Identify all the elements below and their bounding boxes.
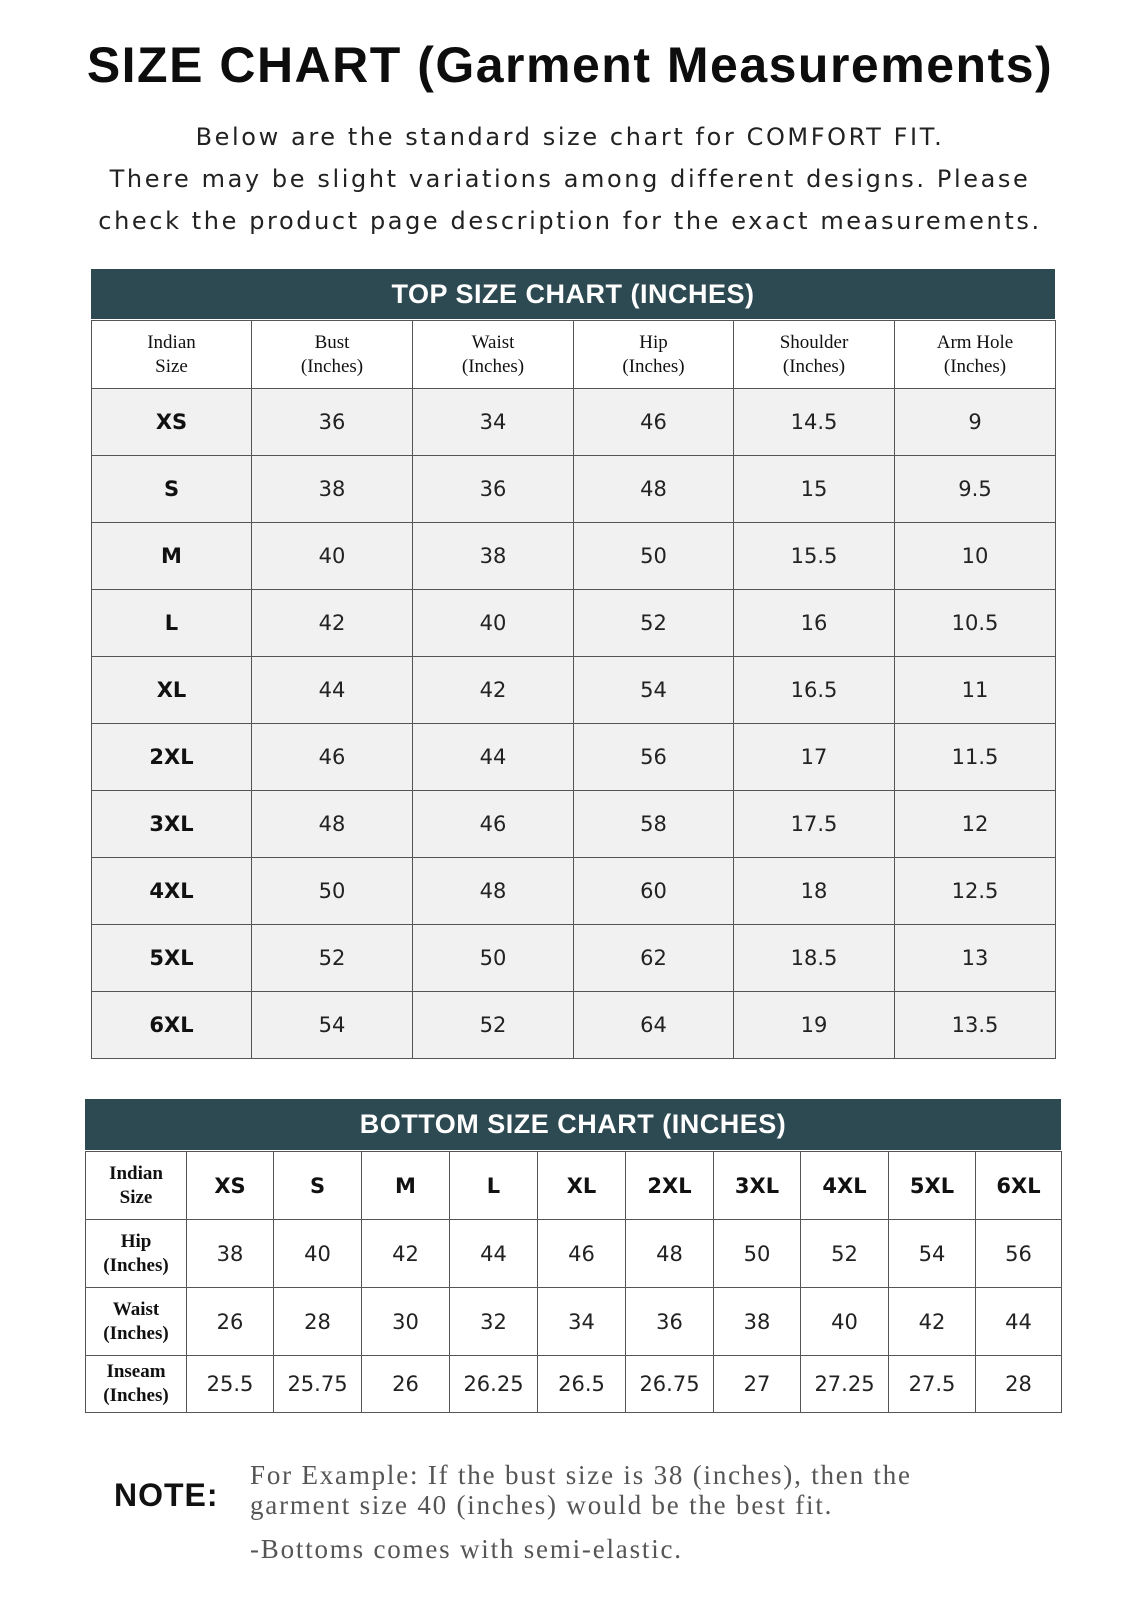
- size-cell: XL: [92, 657, 252, 724]
- measurement-cell: 44: [252, 657, 413, 724]
- size-cell: 3XL: [714, 1152, 801, 1220]
- measurement-cell: 16: [734, 590, 895, 657]
- measurement-cell: 11.5: [895, 724, 1056, 791]
- measurement-cell: 36: [626, 1288, 714, 1356]
- measurement-cell: 60: [574, 858, 734, 925]
- measurement-cell: 38: [413, 523, 574, 590]
- measurement-cell: 30: [362, 1288, 450, 1356]
- measurement-cell: 46: [413, 791, 574, 858]
- size-cell: 2XL: [626, 1152, 714, 1220]
- measurement-cell: 50: [714, 1220, 801, 1288]
- bottom-size-chart-title: BOTTOM SIZE CHART (INCHES): [85, 1099, 1061, 1150]
- measurement-cell: 34: [538, 1288, 626, 1356]
- measurement-cell: 54: [574, 657, 734, 724]
- header-line: Inseam: [106, 1361, 166, 1382]
- measurement-cell: 27.5: [889, 1356, 976, 1413]
- top-size-chart-table: [91, 320, 1056, 1059]
- size-cell: 4XL: [92, 858, 252, 925]
- header-line: Hip: [639, 331, 668, 353]
- header-line: (Inches): [461, 355, 525, 377]
- measurement-cell: 40: [252, 523, 413, 590]
- measurement-cell: 48: [413, 858, 574, 925]
- note-line-3: -Bottoms comes with semi-elastic.: [250, 1534, 683, 1564]
- measurement-cell: 52: [413, 992, 574, 1059]
- measurement-cell: 10: [895, 523, 1056, 590]
- measurement-cell: 52: [801, 1220, 889, 1288]
- header-line: Shoulder: [779, 331, 849, 353]
- header-line: (Inches): [622, 355, 685, 377]
- table-row: [92, 858, 1056, 925]
- table-row: [92, 523, 1056, 590]
- measurement-cell: 42: [362, 1220, 450, 1288]
- table-row: [92, 992, 1056, 1059]
- header-line: (Inches): [300, 355, 364, 377]
- intro-text: [0, 116, 1140, 242]
- measurement-cell: 26.25: [450, 1356, 538, 1413]
- header-line: (Inches): [782, 355, 846, 377]
- size-cell: M: [92, 523, 252, 590]
- measurement-cell: 48: [574, 456, 734, 523]
- measurement-cell: 48: [252, 791, 413, 858]
- measurement-cell: 34: [413, 389, 574, 456]
- size-cell: L: [450, 1152, 538, 1220]
- measurement-cell: 44: [450, 1220, 538, 1288]
- measurement-cell: 40: [413, 590, 574, 657]
- header-line: Indian: [147, 331, 196, 353]
- measurement-cell: 38: [714, 1288, 801, 1356]
- table-header-row: [86, 1152, 1062, 1220]
- table-row: [92, 791, 1056, 858]
- intro-line-3: check the product page description for the exact measurements.: [98, 207, 1042, 235]
- measurement-cell: 27: [714, 1356, 801, 1413]
- note-line-2: garment size 40 (inches) would be the best fit.: [250, 1490, 834, 1520]
- measurement-cell: 12: [895, 791, 1056, 858]
- column-header: [413, 321, 574, 389]
- measurement-cell: 64: [574, 992, 734, 1059]
- measurement-cell: 36: [413, 456, 574, 523]
- row-header: [86, 1356, 187, 1413]
- measurement-cell: 25.5: [187, 1356, 274, 1413]
- measurement-cell: 50: [252, 858, 413, 925]
- header-line: Hip: [120, 1230, 152, 1252]
- table-row: [92, 925, 1056, 992]
- intro-line-2: There may be slight variations among different designs. Please: [109, 165, 1031, 193]
- measurement-cell: 38: [252, 456, 413, 523]
- measurement-cell: 11: [895, 657, 1056, 724]
- size-cell: S: [92, 456, 252, 523]
- column-header: [574, 321, 734, 389]
- measurement-cell: 46: [252, 724, 413, 791]
- measurement-cell: 18: [734, 858, 895, 925]
- measurement-cell: 52: [574, 590, 734, 657]
- header-line: Arm Hole: [936, 331, 1014, 353]
- size-cell: 2XL: [92, 724, 252, 791]
- measurement-cell: 52: [252, 925, 413, 992]
- size-cell: 3XL: [92, 791, 252, 858]
- measurement-cell: 42: [889, 1288, 976, 1356]
- size-cell: XS: [92, 389, 252, 456]
- note-label: NOTE:: [114, 1477, 219, 1513]
- header-line: Size: [119, 1186, 153, 1208]
- measurement-cell: 13: [895, 925, 1056, 992]
- table-row: [86, 1356, 1062, 1413]
- measurement-cell: 14.5: [734, 389, 895, 456]
- measurement-cell: 15: [734, 456, 895, 523]
- measurement-cell: 26: [362, 1356, 450, 1413]
- header-line: (Inches): [103, 1322, 169, 1344]
- size-cell: XS: [187, 1152, 274, 1220]
- top-size-chart-title: TOP SIZE CHART (INCHES): [91, 269, 1055, 319]
- measurement-cell: 38: [187, 1220, 274, 1288]
- size-cell: 6XL: [92, 992, 252, 1059]
- row-header: [86, 1288, 187, 1356]
- size-cell: 4XL: [801, 1152, 889, 1220]
- size-cell: M: [362, 1152, 450, 1220]
- measurement-cell: 17: [734, 724, 895, 791]
- column-header: [895, 321, 1056, 389]
- row-header: [86, 1220, 187, 1288]
- measurement-cell: 19: [734, 992, 895, 1059]
- measurement-cell: 25.75: [274, 1356, 362, 1413]
- size-cell: 5XL: [889, 1152, 976, 1220]
- measurement-cell: 17.5: [734, 791, 895, 858]
- measurement-cell: 58: [574, 791, 734, 858]
- measurement-cell: 26: [187, 1288, 274, 1356]
- measurement-cell: 9.5: [895, 456, 1056, 523]
- header-line: (Inches): [103, 1254, 169, 1276]
- measurement-cell: 18.5: [734, 925, 895, 992]
- size-cell: S: [274, 1152, 362, 1220]
- measurement-cell: 46: [538, 1220, 626, 1288]
- row-header: [86, 1152, 187, 1220]
- note-line-1: For Example: If the bust size is 38 (inches), then the: [250, 1460, 912, 1490]
- header-line: (Inches): [103, 1385, 169, 1406]
- size-cell: 6XL: [976, 1152, 1062, 1220]
- column-header: [92, 321, 252, 389]
- header-line: Waist: [112, 1298, 160, 1320]
- measurement-cell: 10.5: [895, 590, 1056, 657]
- table-row: [92, 456, 1056, 523]
- table-header-row: [92, 321, 1056, 389]
- size-cell: 5XL: [92, 925, 252, 992]
- page-title: SIZE CHART (Garment Measurements): [86, 37, 1054, 93]
- measurement-cell: 13.5: [895, 992, 1056, 1059]
- measurement-cell: 40: [801, 1288, 889, 1356]
- measurement-cell: 42: [413, 657, 574, 724]
- intro-line-1: Below are the standard size chart for COMFORT FIT.: [195, 123, 945, 151]
- measurement-cell: 15.5: [734, 523, 895, 590]
- note-text: [250, 1460, 1070, 1564]
- measurement-cell: 32: [450, 1288, 538, 1356]
- measurement-cell: 48: [626, 1220, 714, 1288]
- bottom-size-chart-table: [85, 1151, 1062, 1413]
- measurement-cell: 62: [574, 925, 734, 992]
- table-row: [92, 724, 1056, 791]
- measurement-cell: 54: [889, 1220, 976, 1288]
- column-header: [252, 321, 413, 389]
- measurement-cell: 56: [574, 724, 734, 791]
- measurement-cell: 36: [252, 389, 413, 456]
- measurement-cell: 40: [274, 1220, 362, 1288]
- size-cell: L: [92, 590, 252, 657]
- column-header: [734, 321, 895, 389]
- size-cell: XL: [538, 1152, 626, 1220]
- measurement-cell: 27.25: [801, 1356, 889, 1413]
- measurement-cell: 28: [274, 1288, 362, 1356]
- measurement-cell: 46: [574, 389, 734, 456]
- measurement-cell: 44: [976, 1288, 1062, 1356]
- table-row: [86, 1220, 1062, 1288]
- measurement-cell: 16.5: [734, 657, 895, 724]
- measurement-cell: 50: [413, 925, 574, 992]
- measurement-cell: 26.5: [538, 1356, 626, 1413]
- header-line: Size: [155, 355, 188, 377]
- measurement-cell: 12.5: [895, 858, 1056, 925]
- measurement-cell: 56: [976, 1220, 1062, 1288]
- measurement-cell: 28: [976, 1356, 1062, 1413]
- measurement-cell: 54: [252, 992, 413, 1059]
- measurement-cell: 50: [574, 523, 734, 590]
- header-line: Bust: [314, 331, 350, 353]
- measurement-cell: 26.75: [626, 1356, 714, 1413]
- measurement-cell: 44: [413, 724, 574, 791]
- measurement-cell: 9: [895, 389, 1056, 456]
- table-row: [92, 590, 1056, 657]
- table-row: [92, 389, 1056, 456]
- header-line: Waist: [471, 331, 515, 353]
- measurement-cell: 42: [252, 590, 413, 657]
- table-row: [86, 1288, 1062, 1356]
- table-row: [92, 657, 1056, 724]
- header-line: (Inches): [943, 355, 1007, 377]
- header-line: Indian: [109, 1162, 163, 1184]
